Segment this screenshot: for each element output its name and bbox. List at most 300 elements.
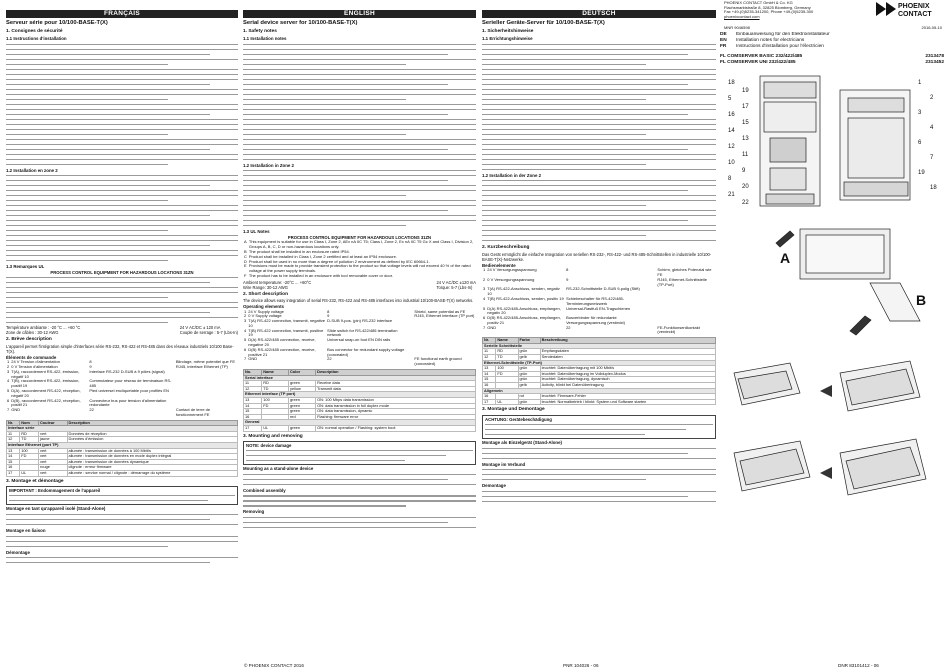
callout-number: 11 <box>742 152 749 158</box>
warning-box-fr <box>6 486 238 506</box>
ops-cell: 9 <box>89 363 92 369</box>
ul-letter: C <box>244 253 247 259</box>
ops-cell: 4 <box>483 295 486 301</box>
ops-table-en <box>243 310 476 368</box>
led-cell: vert <box>39 448 68 454</box>
led-cell: FD <box>20 454 39 460</box>
torque-en: Torque: 5-7 (Lbs-In) <box>436 284 473 290</box>
heading-m2-fr: Montage en liaison <box>6 527 46 533</box>
product-name: FL COMSERVER BASIC 232/422/485 <box>720 54 803 59</box>
ops-cell: 1 <box>483 267 486 273</box>
led-cell: grün <box>518 399 540 405</box>
led-cell: Données d'émission <box>67 437 237 443</box>
led-header-cell: Description <box>67 420 237 426</box>
ul-letter: F <box>244 272 247 278</box>
company-address <box>724 1 874 19</box>
ops-table-fr <box>6 360 238 418</box>
led-cell: 14 <box>244 403 262 409</box>
led-cell: leuchtet: Datenübertragung, dynamisch <box>540 377 715 383</box>
heading-zone2-en: 1.2 Installation in Zone 2 <box>243 162 294 168</box>
led-cell: vert <box>39 459 68 465</box>
ops-cell: Schirm, gleiches Potenzial wie FE <box>657 267 712 277</box>
ops-cell: D(A) RS-422/485 connection, receive, negative 20 <box>248 337 316 348</box>
led-cell: Empfangsdaten <box>540 349 715 355</box>
led-cell: vert <box>39 471 68 477</box>
heading-safety-de: 1. Sicherheitshinweise <box>482 29 534 34</box>
heading-mount-de: 3. Montage und Demontage <box>482 407 545 413</box>
website-link[interactable]: phoenixcontact.com <box>724 13 760 19</box>
ops-cell: Shield, same potential as FE <box>414 308 466 314</box>
heading-m2-de: Montage im Verbund <box>482 461 526 467</box>
led-cell: ON: normal operation / Flashing: system boot <box>316 426 476 432</box>
heading-ops-de: Bedienelemente <box>482 262 516 268</box>
callout-number: 12 <box>728 144 735 150</box>
led-cell: UL <box>20 471 39 477</box>
led-table-en <box>243 369 476 432</box>
led-section-label: Ethernet-Schnittstelle (TP-Port) <box>483 360 716 366</box>
led-cell: UL <box>496 399 518 405</box>
ops-cell: 8 <box>89 359 92 365</box>
ul-text: Product shall be installed in Class I, Zone 2 certified and at least an IP54 enclosure. <box>248 253 397 259</box>
led-cell: grün <box>518 371 540 377</box>
volt-en: 24 V AC/DC ±120 mA <box>436 279 476 285</box>
ops-cell: 7 <box>7 407 10 413</box>
ops-cell: Contact de terre de fonctionnement FE <box>175 407 211 417</box>
ops-cell: RJ45, Ethernet interface (TP port) <box>414 313 475 319</box>
ops-cell <box>413 319 476 329</box>
led-row <box>483 399 716 405</box>
heading-safety-en: 1. Safety notes <box>243 29 277 34</box>
led-cell: clignote : erreur firmware <box>67 465 237 471</box>
ops-cell: 6 <box>244 346 247 352</box>
led-cell: grün <box>518 349 540 355</box>
led-cell: ON: 100 Mbps data transmission <box>316 398 476 404</box>
warning-title-de: ACHTUNG: Gerätebeschädigung <box>485 416 552 422</box>
ops-cell <box>413 338 476 348</box>
callout-number: 7 <box>930 155 934 161</box>
led-cell: leuchtet: Datenübertragung im Vollduplex-Modus <box>540 371 715 377</box>
ul-text: The product shall be installed in an enclosure rated IP54. <box>248 248 350 254</box>
ops-cell: GND <box>487 324 497 330</box>
ops-cell: 3 <box>483 286 486 292</box>
led-cell: 12 <box>483 355 496 361</box>
ops-cell <box>656 307 716 317</box>
ops-cell: 5 <box>7 387 10 393</box>
heading-install-de: 1.1 Errichtungshinweise <box>482 36 533 42</box>
zone-fr: Zone de câbles : 30-12 AWG <box>6 330 59 336</box>
callout-number: 4 <box>930 125 934 131</box>
ops-cell: Blindage, même potentiel que FE <box>175 359 236 365</box>
ops-cell: 4 <box>7 378 10 384</box>
ops-cell <box>656 297 716 307</box>
ops-cell: 3 <box>7 368 10 374</box>
callout-number: 6 <box>918 140 922 146</box>
ops-cell: T(A) RS-422-Anschluss, senden, negativ 10 <box>487 286 560 297</box>
led-cell: grün <box>518 377 540 383</box>
ops-cell: RJ45, interface Ethernet (TP) <box>175 363 228 369</box>
ops-cell: D-SUB 9-pos. (pin) RS-232 interface <box>327 318 393 324</box>
heading-zone2-de: 1.2 Installation in der Zone 2 <box>482 172 542 178</box>
wire-en: Wire Range: 30-12 AWG <box>243 284 288 290</box>
led-cell: green <box>289 398 316 404</box>
ops-cell: 0 V Tension d'alimentation <box>11 363 58 369</box>
led-cell: Activity, blinkt bei Datenübertragung <box>540 383 715 389</box>
ops-cell <box>175 379 238 389</box>
led-cell: Flashing: firmware error <box>316 414 476 420</box>
ops-row <box>6 408 238 418</box>
ops-cell: 9 <box>327 313 330 319</box>
ops-cell: FE functional earth ground (concealed) <box>414 356 462 367</box>
led-cell: 17 <box>7 471 20 477</box>
ops-cell: 24 V Tension d'alimentation <box>11 359 60 365</box>
mnr-number: MNR 9046598 <box>724 25 750 30</box>
ops-cell: 8 <box>566 267 569 273</box>
led-cell: UL <box>262 426 289 432</box>
column-french <box>6 10 238 660</box>
ops-cell: GND <box>248 356 258 362</box>
led-cell: Receive data <box>316 381 476 387</box>
led-cell: 16 <box>483 383 496 389</box>
ul-title-fr: PROCESS CONTROL EQUIPMENT FOR HAZARDOUS LOCATIONS 31ZN <box>50 270 194 275</box>
lang-header-en: ENGLISH <box>243 10 476 18</box>
dnr-number: DNR 83101412 - 06 <box>838 663 879 669</box>
heading-m1-de: Montage als Einzelgerät (Stand-Alone) <box>482 440 563 446</box>
temp-fr: Température ambiante : -20 °C ... +60 °C <box>6 325 81 331</box>
led-cell: RD <box>262 381 289 387</box>
callout-number: 21 <box>728 192 735 198</box>
led-cell: FD <box>496 371 518 377</box>
led-cell: 12 <box>7 437 20 443</box>
led-section-label: Serial interface <box>244 375 476 381</box>
language-title: Einbauanweisung für den Elektroinstallateur <box>736 32 830 37</box>
callout-number: 20 <box>742 184 749 190</box>
led-cell: 15 <box>483 377 496 383</box>
ul-letter: B <box>244 248 247 254</box>
ops-table-de <box>482 268 716 335</box>
led-cell: 17 <box>244 426 262 432</box>
heading-ul-en: 1.3 UL Notes <box>243 229 270 235</box>
ops-cell <box>175 370 238 380</box>
assembly-figure <box>720 353 944 523</box>
led-row <box>244 426 476 432</box>
ul-specs-fr <box>6 325 238 335</box>
led-cell: 14 <box>483 371 496 377</box>
filler-text <box>482 178 716 243</box>
led-cell: jaune <box>39 437 68 443</box>
led-section-label: Allgemein <box>483 388 716 394</box>
led-header-cell: Couleur <box>39 420 68 426</box>
led-header-cell: Nr. <box>483 338 496 344</box>
callout-number: 22 <box>742 200 749 206</box>
ops-cell: Slide switch for RS-422/485 termination network <box>327 327 398 338</box>
product-name: FL COMSERVER UNI 232/422/485 <box>720 60 796 65</box>
led-section-label: Serielle Schnittstelle <box>483 343 716 349</box>
led-cell: yellow <box>289 386 316 392</box>
language-code: DE <box>720 32 727 37</box>
ops-cell: 7 <box>483 324 486 330</box>
ul-title-en: PROCESS CONTROL EQUIPMENT FOR HAZARDOUS LOCATIONS 31ZN <box>287 235 432 240</box>
led-cell: rot <box>518 394 540 400</box>
heading-m3-de: Demontage <box>482 483 506 489</box>
ops-cell: Schiebeschalter für RS-422/485-Terminierungsnetzwerk <box>566 295 625 306</box>
ops-cell: D(B) RS-422/485 connection, receive, positive 21 <box>248 346 316 357</box>
callout-number: 1 <box>918 80 922 86</box>
ul-text: The product has to be installed in an enclosure with tool removable cover or door. <box>248 272 393 278</box>
ops-cell: RS-232-Schnittstelle D-SUB 9-polig (Stift) <box>566 286 640 292</box>
led-header-cell: Farbe <box>518 338 540 344</box>
ops-cell: Connecteur bus pour tension d'alimentation redondante <box>89 397 167 408</box>
heading-mount-fr: 3. Montage et démontage <box>6 478 64 484</box>
led-cell: TD <box>20 437 39 443</box>
led-cell: ON: data transmission, dynamic <box>316 409 476 415</box>
led-cell: 13 <box>7 448 20 454</box>
lang-header-de: DEUTSCH <box>482 10 716 18</box>
callout-number: 19 <box>918 170 925 176</box>
callout-number: 16 <box>728 112 735 118</box>
ops-cell: 22 <box>327 356 332 362</box>
led-cell: green <box>289 403 316 409</box>
document-date: 2016-05-10 <box>921 25 942 30</box>
led-cell: 15 <box>7 459 20 465</box>
title-en: Serial device server for 10/100-BASE-T(X) <box>243 20 358 26</box>
led-header-cell: Name <box>496 338 518 344</box>
led-cell: 100 <box>20 448 39 454</box>
led-header-cell: Name <box>262 370 289 376</box>
ops-cell: 2 <box>483 276 486 282</box>
title-de: Serieller Geräte-Server für 10/100-BASE-T(X) <box>482 20 605 26</box>
filler-text <box>6 42 238 167</box>
ops-cell: D(A) RS-422/485-Anschluss, empfangen, negativ 20 <box>487 305 561 316</box>
ops-cell: T(B) RS-422-Anschluss, senden, positiv 19 <box>487 295 564 301</box>
ops-cell: 24 V Versorgungsspannung <box>487 267 537 273</box>
temp-en: Ambient temperature: -20°C ... +60°C <box>243 279 312 285</box>
column-english <box>243 10 476 660</box>
ops-cell: T(B), raccordement RS-422, émission, positif 19 <box>11 378 80 389</box>
callout-number: 8 <box>728 176 732 182</box>
heading-description-de: 2. Kurzbeschreibung <box>482 245 530 251</box>
led-cell: 13 <box>244 398 262 404</box>
ops-cell: Bus connector for redundant supply voltage (concealed) <box>327 346 405 357</box>
led-header-cell: No. <box>244 370 262 376</box>
warning-box-en <box>243 441 476 466</box>
ops-cell: Universal-Rastfuß EN-Tragschienen <box>566 305 631 311</box>
heading-safety-fr: 1. Consignes de sécurité <box>6 29 63 34</box>
led-cell: green <box>289 426 316 432</box>
led-section-label: Ethernet interface (TP port) <box>244 392 476 398</box>
product-list <box>720 54 944 66</box>
column-figures <box>720 32 944 652</box>
ops-cell: 6 <box>483 315 486 321</box>
ops-cell: 1 <box>7 359 10 365</box>
heading-ops-fr: Éléments de commande <box>6 354 57 360</box>
ops-cell: 5 <box>483 305 486 311</box>
ops-cell: 1 <box>244 308 247 314</box>
heading-mount-en: 3. Mounting and removing <box>243 433 303 439</box>
warning-box-de <box>482 415 716 440</box>
ops-cell: 2 <box>244 313 247 319</box>
led-header-cell: Beschreibung <box>540 338 715 344</box>
product-number: 2313478 <box>925 54 944 59</box>
callout-number: 19 <box>742 88 749 94</box>
heading-install-en: 1.1 Installation notes <box>243 36 287 42</box>
callout-number: 13 <box>742 136 749 142</box>
filler-text <box>6 275 238 325</box>
heading-m2-en: Combined assembly <box>243 487 286 493</box>
led-cell: FD <box>262 403 289 409</box>
led-header-cell: Nom <box>20 420 39 426</box>
language-code: EN <box>720 38 727 43</box>
document-header <box>720 0 946 30</box>
column-german <box>482 10 716 660</box>
torque-fr: Couple de serrage : 5-7 (Lbs-In) <box>179 330 238 336</box>
callout-number: 3 <box>918 110 922 116</box>
led-cell: 14 <box>7 454 20 460</box>
language-title: Instructions d'installation pour l'électricien <box>736 44 824 49</box>
led-cell: Données de réception <box>67 431 237 437</box>
callout-number: 14 <box>728 128 735 134</box>
ops-cell: Universal snap-on foot EN DIN rails <box>327 337 391 343</box>
heading-ops-en: Operating elements <box>243 303 284 309</box>
heading-m1-en: Mounting as a stand-alone device <box>243 466 314 472</box>
ops-cell: Commutateur pour réseau de terminaison RS-485 <box>89 378 172 389</box>
heading-m3-fr: Démontage <box>6 549 30 555</box>
title-fr: Serveur série pour 10/100-BASE-T(X) <box>6 20 108 26</box>
led-cell: RD <box>20 431 39 437</box>
ops-cell: T(A), raccordement RS-422, émission, négatif 10 <box>11 368 80 379</box>
language-title: Installation notes for electricians <box>736 38 805 43</box>
heading-description-en: 2. Short description <box>243 291 289 297</box>
ops-cell: 9 <box>566 276 569 282</box>
ops-cell: 22 <box>89 407 94 413</box>
callout-number: 18 <box>728 80 735 86</box>
ops-cell: 24 V Supply voltage <box>248 308 284 314</box>
ops-cell: D(B), raccordement RS-422, réception, positif 21 <box>11 397 81 408</box>
ul-letter: E <box>244 263 247 269</box>
company-name: PHOENIX CONTACT GmbH & Co. KG <box>724 0 793 5</box>
ul-specs-en <box>243 280 476 290</box>
product-line <box>720 60 944 66</box>
callout-number: 9 <box>742 168 746 174</box>
led-cell: 11 <box>7 431 20 437</box>
ul-item <box>243 274 476 279</box>
ops-cell: RJ45, Ethernet-Schnittstelle (TP-Port) <box>657 276 707 287</box>
svg-text:CONTACT: CONTACT <box>898 11 932 18</box>
device-figure <box>720 70 944 220</box>
led-cell: 15 <box>244 409 262 415</box>
ops-cell: Busverbinder für redundante Versorgungsspannung (verdeckt) <box>566 315 625 325</box>
led-table-fr <box>6 420 238 477</box>
led-cell: leuchtet: Firmware-Fehler <box>540 394 715 400</box>
figure-label-a: A <box>780 250 791 267</box>
led-cell: red <box>289 414 316 420</box>
callout-number: 2 <box>930 95 934 101</box>
ops-cell: FE-Funktionserdkontakt (verdeckt) <box>657 324 700 335</box>
volt-fr: 24 V AC/DC ± 120 mA <box>179 325 221 331</box>
description-fr: L'appareil permet l'intégration simple d'interfaces série RS-232, RS-422 et RS-485 dans des réseaux industriels 10/100 Base-T(X). <box>6 343 234 354</box>
ops-cell: 7 <box>244 356 247 362</box>
ops-cell: 8 <box>327 308 330 314</box>
product-number: 2313452 <box>925 60 944 65</box>
ops-cell: 0 V Supply voltage <box>248 313 282 319</box>
ops-cell: GND <box>11 407 21 413</box>
led-cell: grün <box>518 366 540 372</box>
filler-text <box>243 42 476 162</box>
led-header-cell: Description <box>316 370 476 376</box>
led-cell: 12 <box>244 386 262 392</box>
led-cell: rouge <box>39 465 68 471</box>
ops-cell: 3 <box>244 318 247 324</box>
filler-text <box>482 42 716 172</box>
led-cell: 11 <box>244 381 262 387</box>
ops-cell: T(B) RS-422 connection, transmit, positive 19 <box>248 327 324 338</box>
filler-text <box>243 168 476 228</box>
led-cell: vert <box>39 431 68 437</box>
heading-zone2-fr: 1.2 Installation en zone 2 <box>6 167 58 173</box>
ops-cell: 4 <box>244 327 247 333</box>
footer <box>0 661 950 669</box>
description-de: Das Gerät ermöglicht die einfache Integration von seriellen RS-232-, RS-422- und RS-485-Schnittstellen in industrielle 10/100-BASE-T(X)-Netzwerke. <box>482 251 712 262</box>
ops-cell: D(A), raccordement RS-422, réception, négatif 20 <box>11 387 81 398</box>
led-section-label: General <box>244 420 476 426</box>
ul-list-en <box>243 240 476 278</box>
ul-text: This equipment is suitable for use in Class I, Zone 2, AEx nA IIC T5; Class I, Zone 2, Ex nA IIC T5 Gc X and Class I, Division 2, Groups A, B, C, D or non-hazardous locations only. <box>248 239 474 250</box>
led-cell: 16 <box>244 414 262 420</box>
ops-cell: 0 V Versorgungsspannung <box>487 276 535 282</box>
ul-letter: A <box>244 239 247 245</box>
svg-text:PHOENIX: PHOENIX <box>898 3 930 10</box>
ops-cell: Interface RS-232 D-SUB à 9 pôles (signal) <box>89 368 165 374</box>
ops-cell: 6 <box>7 397 10 403</box>
language-list <box>720 32 944 50</box>
warning-title-en: NOTE: device damage <box>246 442 292 448</box>
description-en: The device allows easy integration of serial RS-232, RS-422 and RS-485 interfaces into industrial 10/100-BASE-T(X) networks. <box>243 297 474 303</box>
led-cell: gelb <box>518 355 540 361</box>
led-cell: vert <box>39 454 68 460</box>
led-cell: leuchtet: Normalbetrieb / blinkt: System und Software starten <box>540 399 715 405</box>
ops-cell: Pied universel encliquetable pour profilés EN <box>89 387 169 393</box>
pnr-number: PNR 104026 - 06 <box>563 663 599 669</box>
led-cell: 16 <box>483 394 496 400</box>
led-cell: 16 <box>7 465 20 471</box>
led-table-de <box>482 337 716 405</box>
heading-ul-fr: 1.3 Remarques UL <box>6 264 45 270</box>
lang-header-fr: FRANÇAIS <box>6 10 238 18</box>
led-header-cell: Nr. <box>7 420 20 426</box>
ops-cell: 5 <box>244 337 247 343</box>
mount-figure <box>720 221 944 351</box>
callout-number: 18 <box>930 185 937 191</box>
led-cell: 11 <box>483 349 496 355</box>
callout-number: 17 <box>742 104 749 110</box>
ops-row <box>243 357 476 367</box>
led-cell: allumée : service normal / clignote : démarrage du système <box>67 471 237 477</box>
led-cell: allumée : transmission de données dynamique <box>67 459 237 465</box>
callout-number: 10 <box>728 160 735 166</box>
led-row <box>7 471 238 477</box>
ul-text: Product shall be used in no more than a degree of pollution 2 environment as defined by IEC 60664-1. <box>248 258 430 264</box>
led-cell: TD <box>496 355 518 361</box>
ops-cell: 2 <box>7 363 10 369</box>
contact-numbers: Fax +49-(0)5235-341200, Phone +49-(0)5235-300 <box>724 9 814 15</box>
ops-cell: 22 <box>566 324 571 330</box>
ul-letter: D <box>244 258 247 264</box>
street-address: Flachsmarktstraße 8, 32825 Blomberg, Germany <box>724 4 811 10</box>
language-code: FR <box>720 44 727 49</box>
led-cell: green <box>289 381 316 387</box>
ul-text: Provisions must be made to provide transient protection to the product so that voltage levels will not exceed 40 % of the rated voltage at the power supply terminals. <box>248 263 471 274</box>
led-section-label: Interface Ethernet (port TP) <box>7 443 238 449</box>
ops-cell: D(B) RS-422/485-Anschluss, empfangen, positiv 21 <box>487 315 561 325</box>
